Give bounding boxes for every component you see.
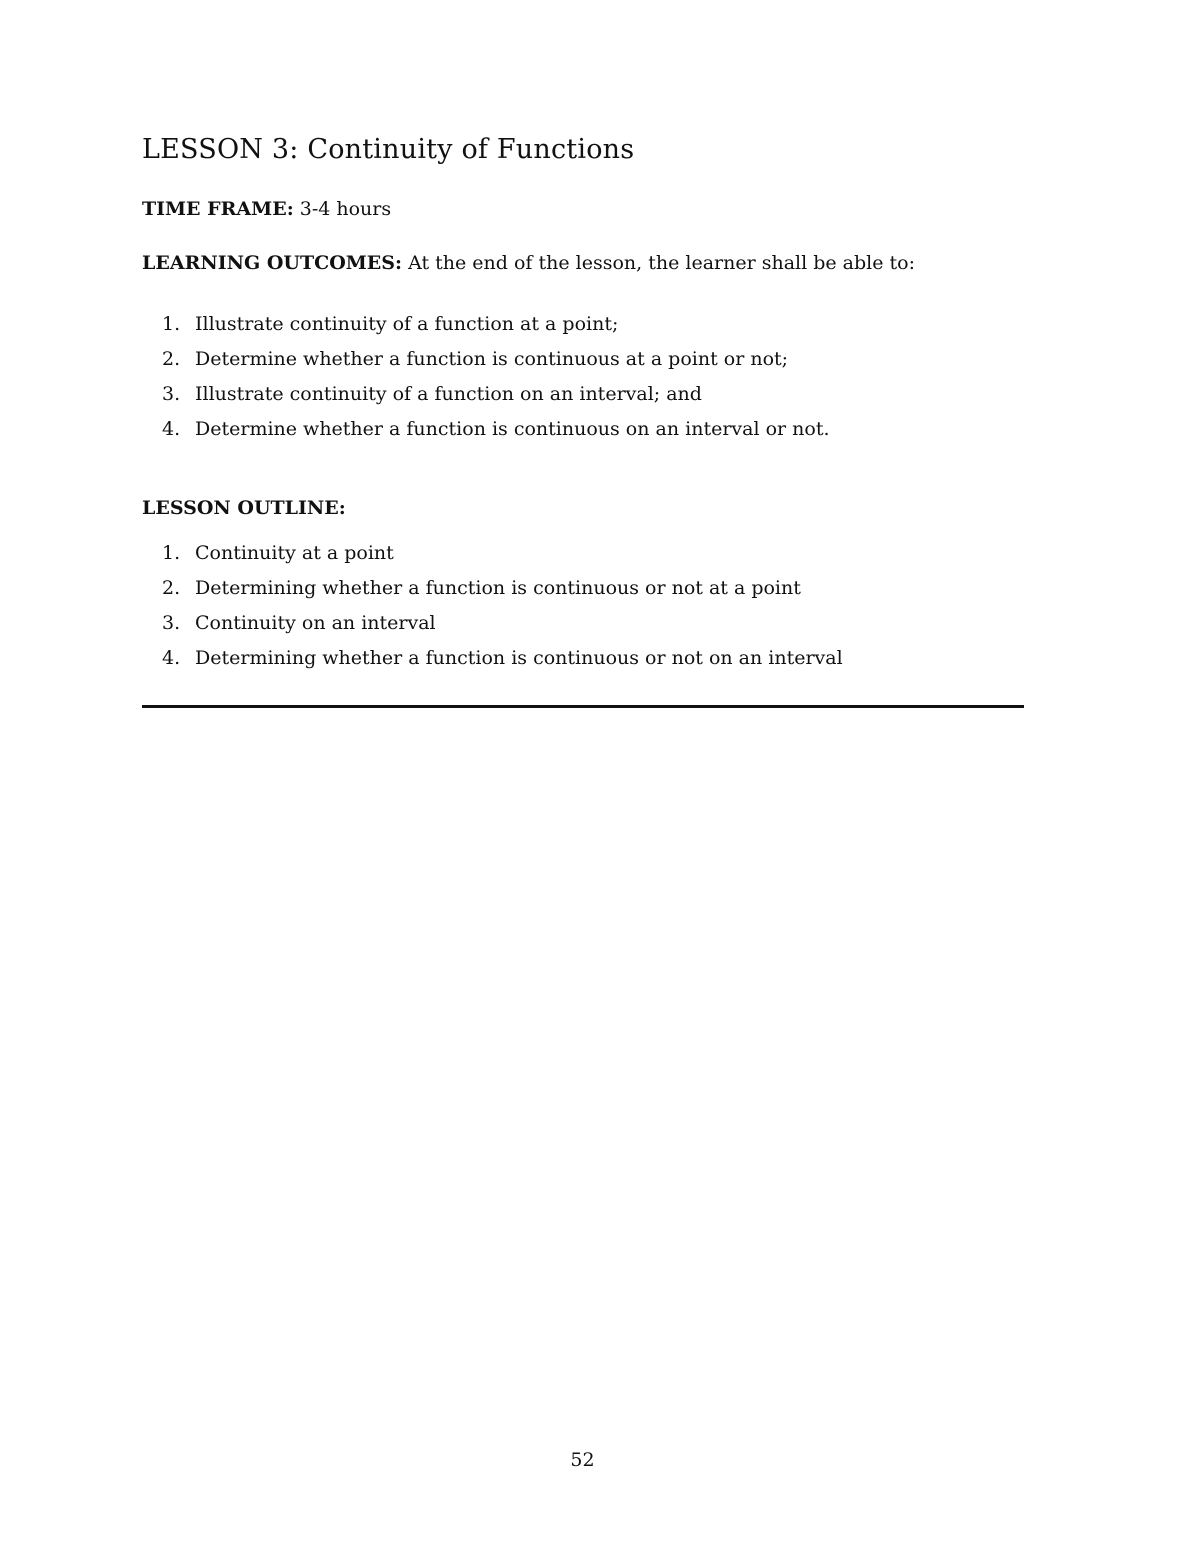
item-text: Illustrate continuity of a function at a point; [195,313,619,335]
item-number: 2. [162,577,181,599]
item-text: Continuity at a point [195,542,394,564]
item-text: Determining whether a function is continuous or not on an interval [195,647,843,669]
lesson-outline-heading [142,497,346,519]
list-item [162,348,830,383]
horizontal-rule [142,705,1024,708]
learning-outcomes-list [162,313,830,453]
time-frame-value: 3-4 hours [299,198,392,220]
list-item [162,577,843,612]
item-number: 3. [162,612,181,634]
list-item [162,542,843,577]
item-text: Illustrate continuity of a function on an interval; and [195,383,702,405]
list-item [162,647,843,682]
time-frame-label: TIME FRAME: [142,198,294,220]
item-text: Determining whether a function is continuous or not at a point [195,577,801,599]
learning-outcomes-label: LEARNING OUTCOMES: [142,252,403,274]
list-item [162,612,843,647]
item-number: 4. [162,647,181,669]
list-item [162,418,830,453]
list-item [162,383,830,418]
item-number: 3. [162,383,181,405]
time-frame [142,198,391,220]
item-number: 4. [162,418,181,440]
lesson-title: LESSON 3: Continuity of Functions [142,134,635,165]
item-number: 1. [162,542,181,564]
page-number: 52 [570,1449,595,1471]
lesson-outline-list [162,542,843,682]
learning-outcomes-heading [142,252,915,274]
item-text: Determine whether a function is continuous at a point or not; [195,348,789,370]
item-text: Determine whether a function is continuous on an interval or not. [195,418,830,440]
lesson-outline-label: LESSON OUTLINE: [142,497,346,519]
item-text: Continuity on an interval [195,612,436,634]
list-item [162,313,830,348]
item-number: 1. [162,313,181,335]
learning-outcomes-intro: At the end of the lesson, the learner shall be able to: [408,252,915,274]
item-number: 2. [162,348,181,370]
